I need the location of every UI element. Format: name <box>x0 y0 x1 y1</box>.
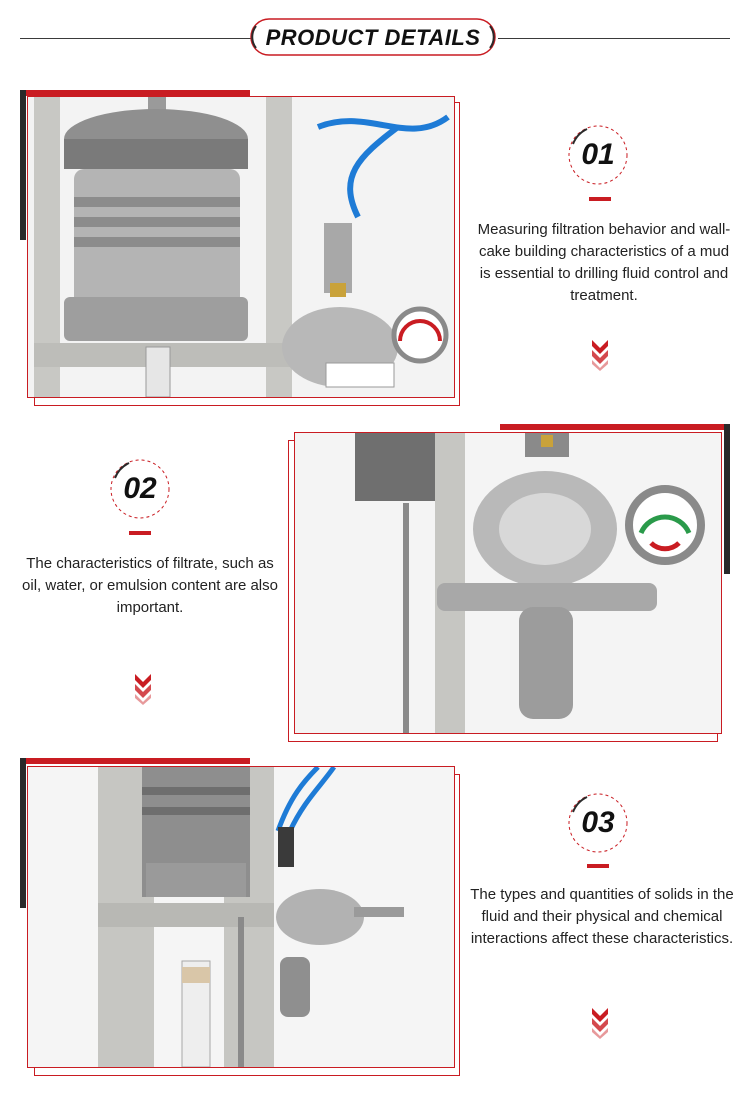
section-text-1: Measuring filtration behavior and wall-cake building characteristics of a mud is essential to drilling fluid control and treatment. <box>477 221 731 304</box>
photo-1-accent-left <box>20 90 26 240</box>
regulator-image-2 <box>295 433 721 733</box>
page-title: PRODUCT DETAILS <box>265 25 481 50</box>
section-badge-2 <box>109 458 171 520</box>
section-3-underline <box>587 864 609 868</box>
section-number-2: 02 <box>123 472 157 505</box>
section-badge-3 <box>567 792 629 854</box>
section-text-2: The characteristics of filtrate, such as oil, water, or emulsion content are also important. <box>22 555 278 616</box>
photo-3-accent-top <box>20 758 250 764</box>
section-2-underline <box>129 531 151 535</box>
filter-press-image-1 <box>28 97 454 397</box>
section-number-3: 03 <box>581 806 615 839</box>
header-rule-right <box>498 38 730 39</box>
chevron-down-double-icon <box>590 1006 610 1040</box>
header-rule-left <box>20 38 252 39</box>
section-1-underline <box>589 197 611 201</box>
photo-2-accent-right <box>724 424 730 574</box>
chevron-down-double-icon <box>133 672 153 706</box>
section-text-3: The types and quantities of solids in the fluid and their physical and chemical interactions affect these characteristics. <box>470 886 734 947</box>
section-number-1: 01 <box>581 138 615 171</box>
section-badge-1 <box>567 124 629 186</box>
filter-press-image-3 <box>28 767 454 1067</box>
photo-2-accent-top <box>500 424 730 430</box>
chevron-down-double-icon <box>590 338 610 372</box>
photo-3-accent-left <box>20 758 26 908</box>
